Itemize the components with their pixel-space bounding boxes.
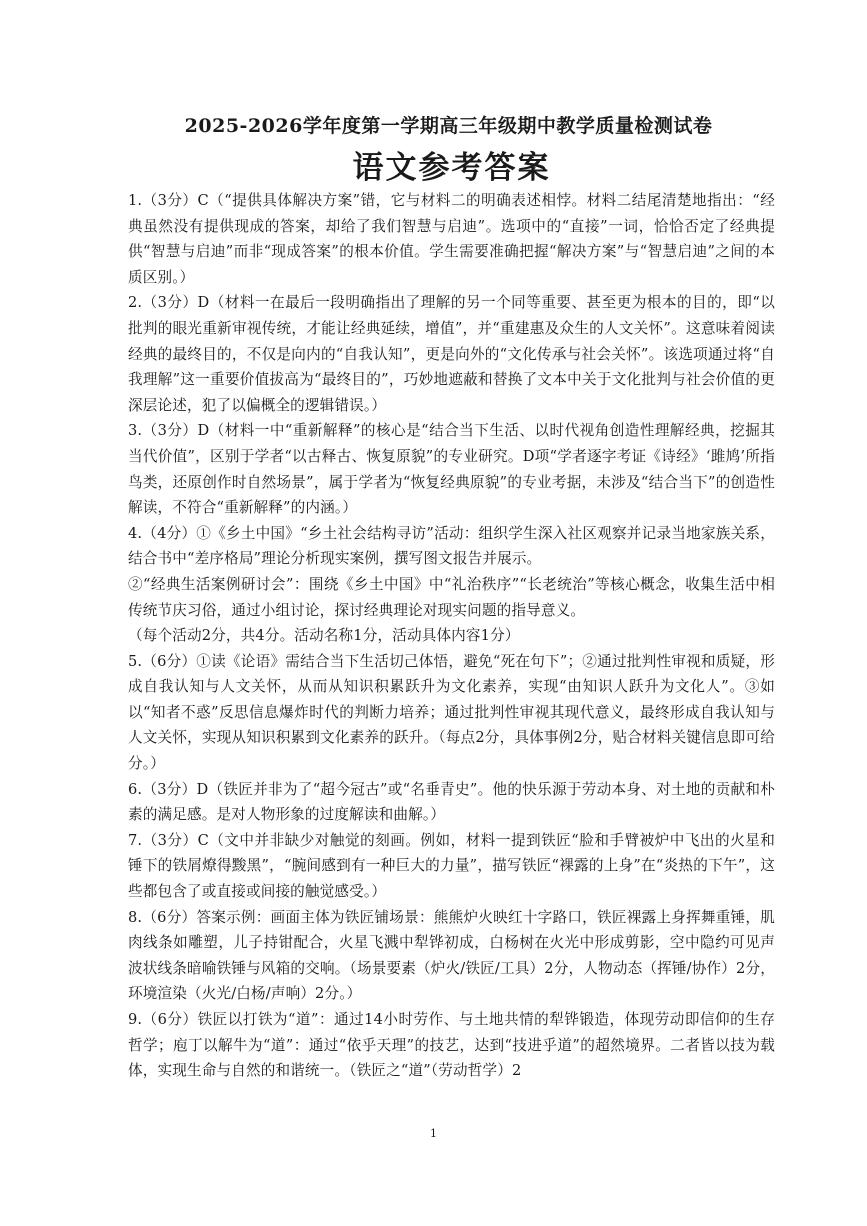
answer-1: 1.（3分）C（“提供具体解决方案”错，它与材料二的明确表述相悖。材料二结尾清楚地指出：“经典虽然没有提供现成的答案，却给了我们智慧与启迪”。选项中的“直接”一词，恰恰否定了经典提供“智慧与启迪”而非“现成答案”的根本价值。学生需要准确把握“解决方案”与“智慧启迪”之间的本质区别。） [128, 192, 775, 286]
answer-4-activity-2: ②“经典生活案例研讨会”：围绕《乡土中国》中“礼治秩序”“长老统治”等核心概念，收集生活中相传统节庆习俗，通过小组讨论，探讨经典理论对现实问题的指导意义。 [128, 575, 775, 619]
exam-title: 2025-2026学年度第一学期高三年级期中教学质量检测试卷 [184, 115, 713, 137]
answer-4-scoring-note: （每个活动2分，共4分。活动名称1分，活动具体内容1分） [128, 627, 520, 645]
answer-3: 3.（3分）D（材料一中“重新解释”的核心是“结合当下生活、以时代视角创造性理解经典，挖掘其当代价值”，区别于学者“以古释古、恢复原貌”的专业研究。D项“学者逐字考证《诗经》‘雎鸠’所指鸟类，还原创作时自然场景”，属于学者为“恢复经典原貌”的专业考据，未涉及“结合当下”的创造性解读，不符合“重新解释”的内涵。） [128, 422, 776, 517]
answer-6: 6.（3分）D（铁匠并非为了“超今冠古”或“名垂青史”。他的快乐源于劳动本身、对土地的贡献和朴素的满足感。是对人物形象的过度解读和曲解。） [128, 780, 775, 824]
answer-8: 8.（6分）答案示例：画面主体为铁匠铺场景：熊熊炉火映红十字路口，铁匠裸露上身挥舞重锤，肌肉线条如雕塑，儿子持钳配合，火星飞溅中犁铧初成，白杨树在火光中形成剪影，空中隐约可见声波状线条暗喻铁锤与风箱的交响。（场景要素（炉火/铁匠/工具）2分，人物动态（挥锤/协作）2分，环境渲染（火光/白杨/声响）2分。） [128, 908, 775, 1003]
page-number: 1 [430, 1127, 437, 1140]
answer-4-activity-1: 4.（4分）①《乡土中国》“乡土社会结构寻访”活动：组织学生深入社区观察并记录当地家族关系，结合书中“差序格局”理论分析现实案例，撰写图文报告并展示。 [128, 524, 775, 568]
answer-2: 2.（3分）D（材料一在最后一段明确指出了理解的另一个同等重要、甚至更为根本的目的，即“以批判的眼光重新审视传统，才能让经典延续，增值”，并“重建惠及众生的人文关怀”。这意味着阅读经典的最终目的，不仅是向内的“自我认知”，更是向外的“文化传承与社会关怀”。该选项通过将“自我理解”这一重要价值拔高为“最终目的”，巧妙地遮蔽和替换了文本中关于文化批判与社会价值的更深层论述，犯了以偏概全的逻辑错误。） [128, 294, 775, 414]
answer-7: 7.（3分）C（文中并非缺少对触觉的刻画。例如，材料一提到铁匠“脸和手臂被炉中飞出的火星和锤下的铁屑燎得黢黑”，“腕间感到有一种巨大的力量”，描写铁匠“裸露的上身”在“炎热的下午”，这些都包含了或直接或间接的触觉感受。） [128, 831, 775, 901]
answer-list [128, 188, 775, 1084]
answer-5: 5.（6分）①读《论语》需结合当下生活切己体悟，避免“死在句下”；②通过批判性审视和质疑，形成自我认知与人文关怀，从而从知识积累跃升为文化素养，实现“由知识人跃升为文化人”。③如以“知者不惑”反思信息爆炸时代的判断力培养；通过批判性审视其现代意义，最终形成自我认知与人文关怀，实现从知识积累到文化素养的跃升。（每点2分，具体事例2分，贴合材料关键信息即可给分。） [128, 652, 775, 773]
document-title: 语文参考答案 [352, 150, 551, 186]
answer-9: 9.（6分）铁匠以打铁为“道”：通过14小时劳作、与土地共情的犁铧锻造，体现劳动即信仰的生存哲学；庖丁以解牛为“道”：通过“依乎天理”的技艺，达到“技进乎道”的超然境界。二者皆以技为载体，实现生命与自然的和谐统一。（铁匠之“道”（劳动哲学）2 [128, 1011, 775, 1080]
